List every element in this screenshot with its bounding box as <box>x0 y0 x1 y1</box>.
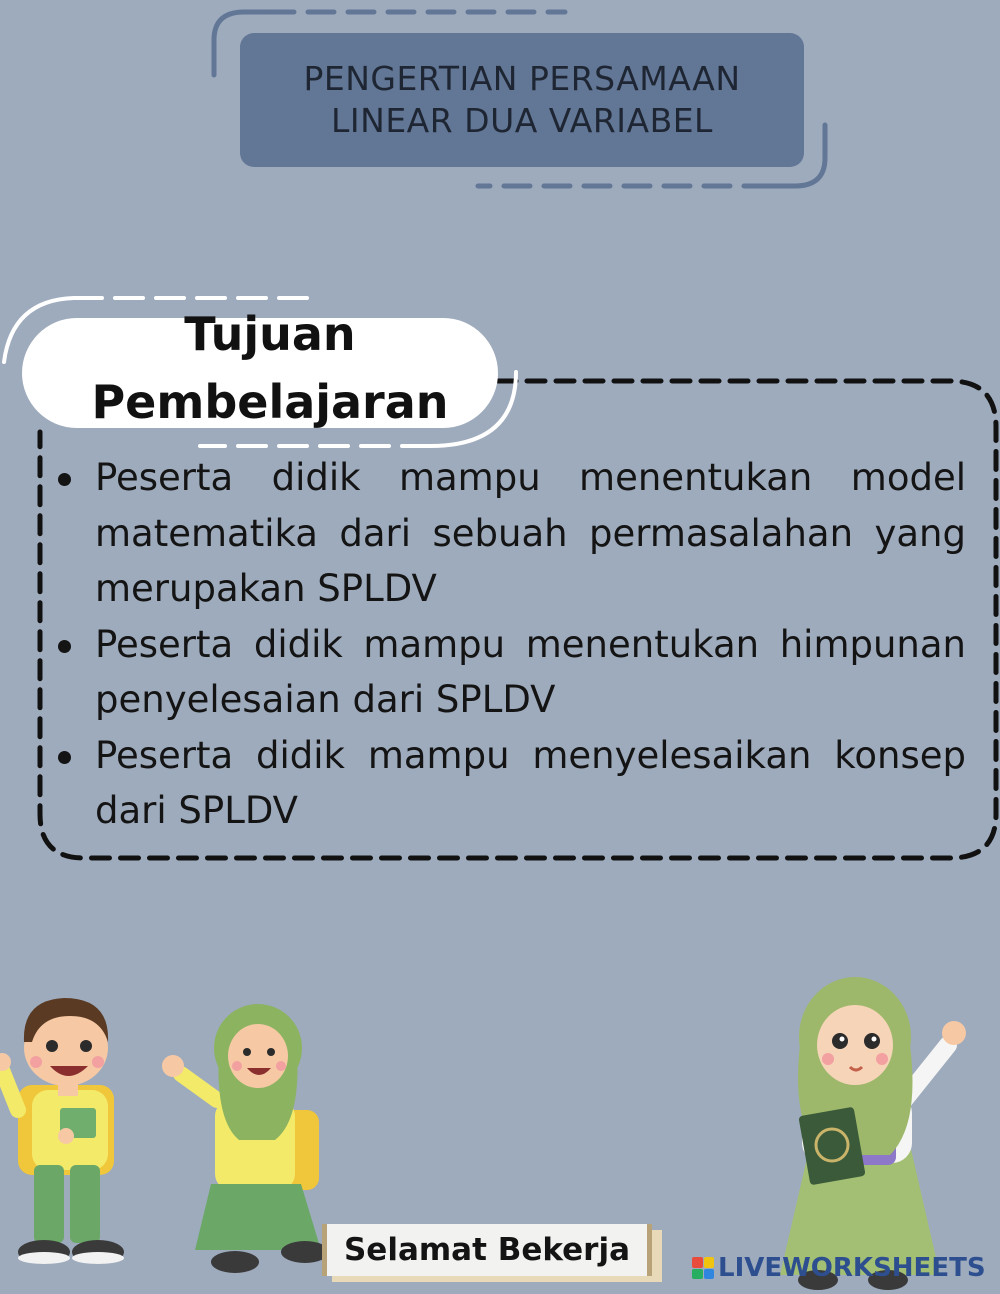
footer-sign-text: Selamat Bekerja <box>343 1232 631 1268</box>
objectives-heading <box>40 300 500 436</box>
boy-student-illustration <box>0 990 140 1290</box>
title-line-2: LINEAR DUA VARIABEL <box>331 101 713 140</box>
objectives-list <box>50 450 966 839</box>
title-line-1: PENGERTIAN PERSAMAAN <box>303 59 741 98</box>
brand-name: LIVEWORKSHEETS <box>718 1253 986 1283</box>
objective-item: Peserta didik mampu menentukan himpunan penyelesaian dari SPLDV <box>50 617 966 728</box>
objective-item: Peserta didik mampu menyelesaikan konsep dari SPLDV <box>50 728 966 839</box>
girl-hijab-holding-book-illustration <box>770 975 970 1294</box>
objectives-heading-line-1: Tujuan <box>184 307 356 361</box>
girl-student-waving-illustration <box>155 1000 345 1290</box>
liveworksheets-cube-icon <box>692 1257 714 1279</box>
title-banner <box>240 33 804 167</box>
objectives-heading-line-2: Pembelajaran <box>91 375 449 429</box>
page-title <box>303 58 740 142</box>
liveworksheets-brand[interactable] <box>692 1250 986 1286</box>
objective-item: Peserta didik mampu menentukan model matematika dari sebuah permasalahan yang merupakan SPLDV <box>50 450 966 617</box>
footer-sign <box>322 1224 652 1276</box>
